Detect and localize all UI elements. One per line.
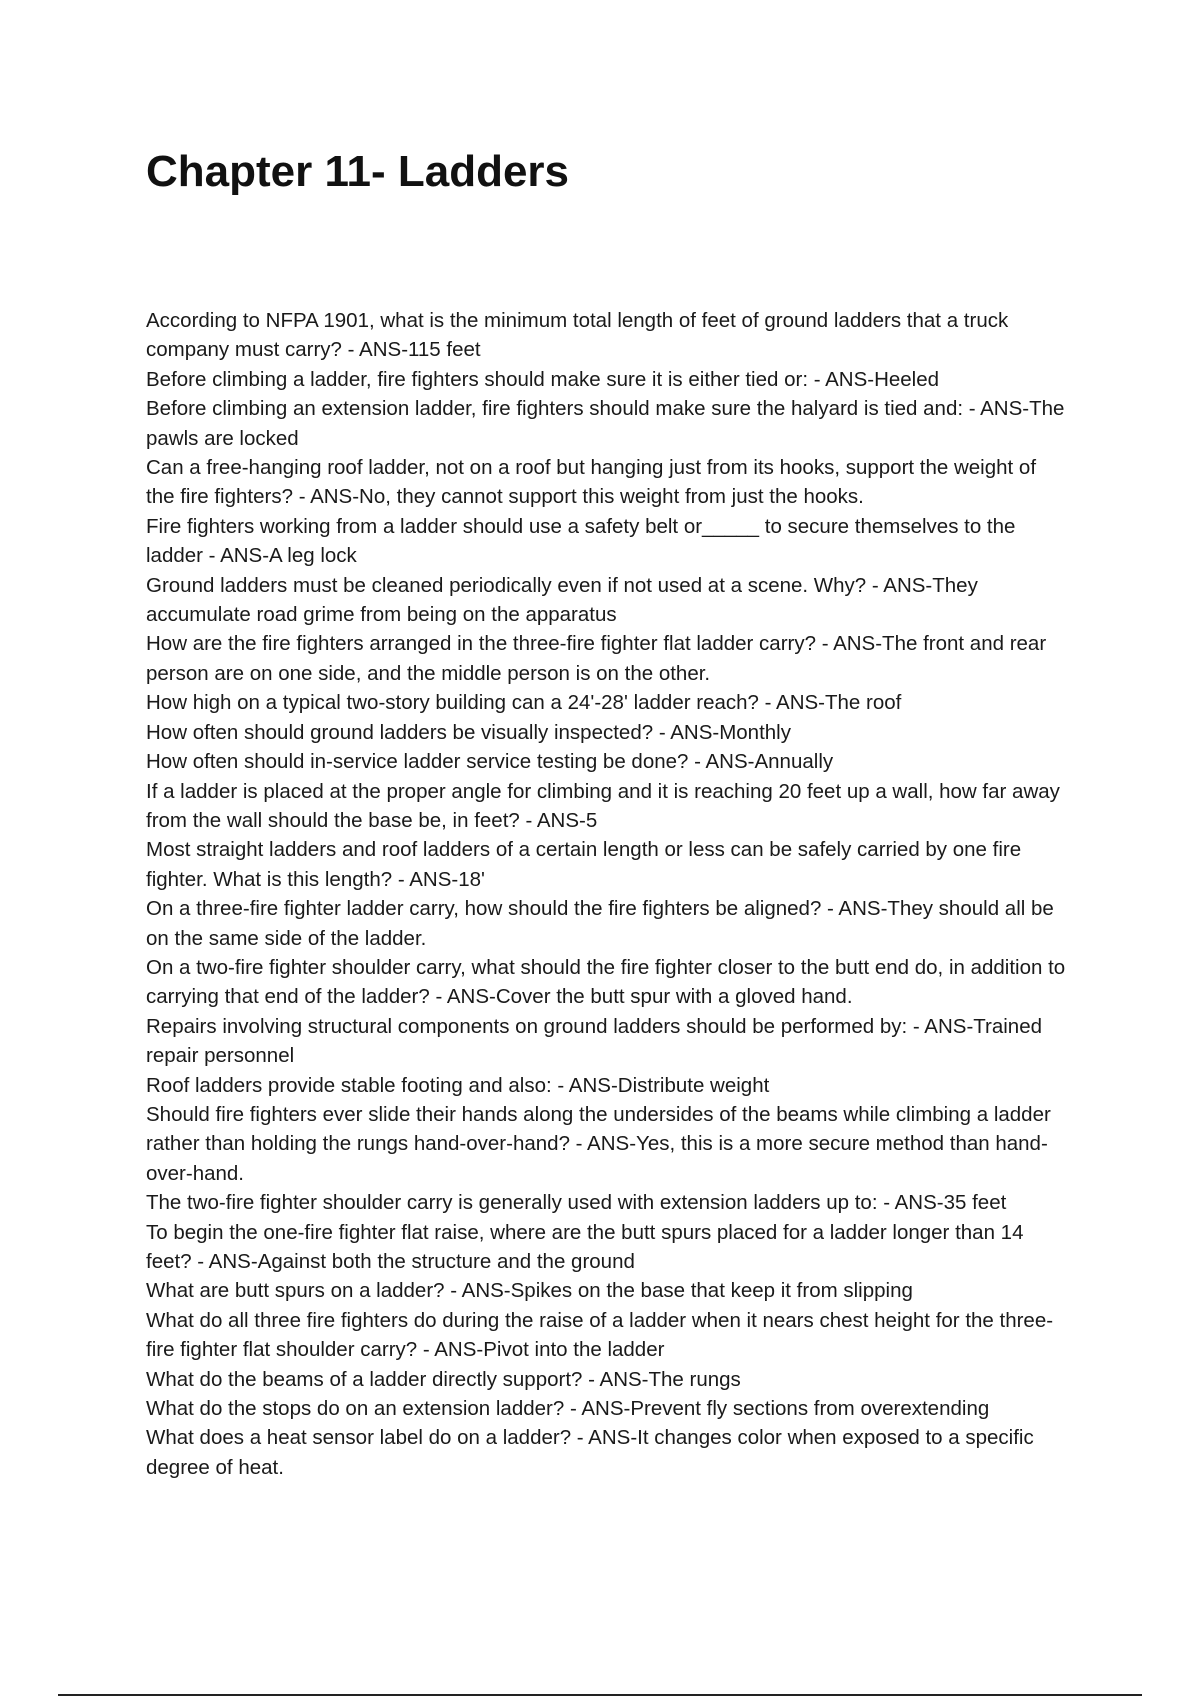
qa-item: If a ladder is placed at the proper angle for climbing and it is reaching 20 feet up a wall, how far away from the wall should the base be, in feet? - ANS-5 xyxy=(146,779,1060,832)
qa-item: Roof ladders provide stable footing and also: - ANS-Distribute weight xyxy=(146,1073,770,1097)
qa-item: Most straight ladders and roof ladders of a certain length or less can be safely carried by one fire fighter. What is this length? - ANS-18' xyxy=(146,838,1022,891)
qa-list xyxy=(146,306,1066,1482)
qa-item: How high on a typical two-story building can a 24'-28' ladder reach? - ANS-The roof xyxy=(146,691,902,715)
qa-item: Before climbing a ladder, fire fighters should make sure it is either tied or: - ANS-Heeled xyxy=(146,367,940,391)
qa-item: Fire fighters working from a ladder should use a safety belt or_____ to secure themselves to the ladder - ANS-A leg lock xyxy=(146,514,1016,568)
qa-item: On a three-fire fighter ladder carry, how should the fire fighters be aligned? - ANS-They should all be on the same side of the ladder. xyxy=(146,897,1054,950)
qa-item: How are the fire fighters arranged in the three-fire fighter flat ladder carry? - ANS-The front and rear person are on one side, and the middle person is on the other. xyxy=(146,632,1047,685)
qa-item: How often should ground ladders be visually inspected? - ANS-Monthly xyxy=(146,720,791,744)
qa-item: Can a free-hanging roof ladder, not on a roof but hanging just from its hooks, support the weight of the fire fighters? - ANS-No, they cannot support this weight from just the hooks. xyxy=(146,456,1037,509)
qa-item: Ground ladders must be cleaned periodically even if not used at a scene. Why? - ANS-They accumulate road grime from being on the apparatus xyxy=(146,573,978,627)
qa-item: What are butt spurs on a ladder? - ANS-Spikes on the base that keep it from slipping xyxy=(146,1279,913,1303)
qa-item: Repairs involving structural components on ground ladders should be performed by: - ANS-Trained repair personnel xyxy=(146,1014,1043,1068)
qa-item: To begin the one-fire fighter flat raise, where are the butt spurs placed for a ladder longer than 14 feet? - ANS-Against both the structure and the ground xyxy=(146,1220,1024,1273)
page-title: Chapter 11- Ladders xyxy=(146,147,570,196)
qa-item: What do all three fire fighters do during the raise of a ladder when it nears chest height for the three-fire fighter flat shoulder carry? - ANS-Pivot into the ladder xyxy=(146,1308,1054,1362)
qa-item: What do the beams of a ladder directly support? - ANS-The rungs xyxy=(146,1367,741,1391)
qa-item: What does a heat sensor label do on a ladder? - ANS-It changes color when exposed to a specific degree of heat. xyxy=(146,1426,1034,1479)
qa-item: What do the stops do on an extension ladder? - ANS-Prevent fly sections from overextending xyxy=(146,1397,990,1421)
qa-item: On a two-fire fighter shoulder carry, what should the fire fighter closer to the butt end do, in addition to carrying that end of the ladder? - ANS-Cover the butt spur with a gloved hand. xyxy=(146,955,1066,1009)
qa-item: Before climbing an extension ladder, fire fighters should make sure the halyard is tied and: - ANS-The pawls are locked xyxy=(146,397,1065,450)
qa-item: Should fire fighters ever slide their hands along the undersides of the beams while climbing a ladder rather than holding the rungs hand-over-hand? - ANS-Yes, this is a more secure method than hand-over-hand. xyxy=(146,1102,1051,1185)
qa-item: The two-fire fighter shoulder carry is generally used with extension ladders up to: - ANS-35 feet xyxy=(146,1191,1007,1215)
qa-item: How often should in-service ladder service testing be done? - ANS-Annually xyxy=(146,750,834,774)
qa-item: According to NFPA 1901, what is the minimum total length of feet of ground ladders that a truck company must carry? - ANS-115 feet xyxy=(146,309,1009,362)
footer-divider xyxy=(58,1694,1142,1696)
